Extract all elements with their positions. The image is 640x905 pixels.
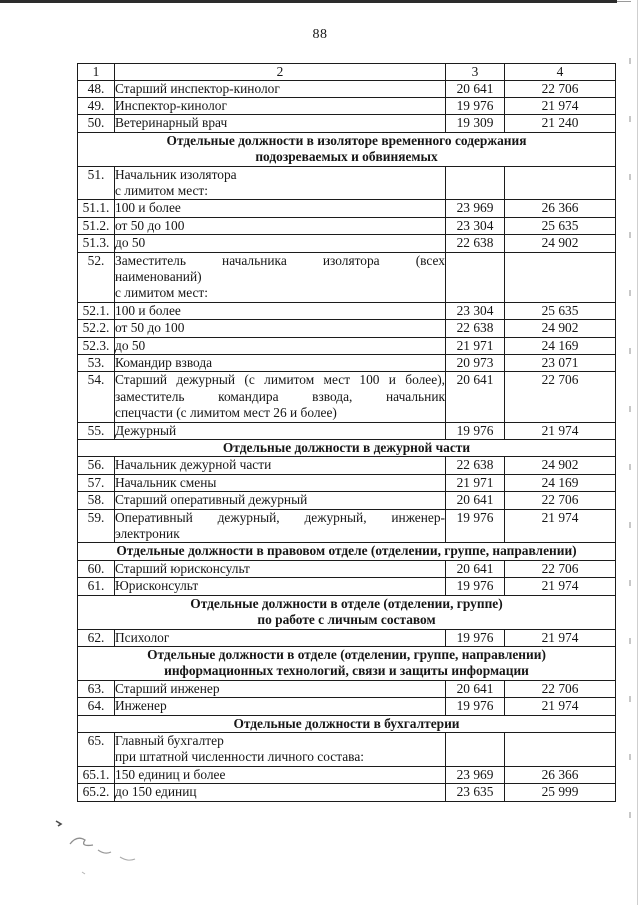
salary-col3-cell: 20 641: [446, 80, 505, 97]
position-name-cell: [115, 509, 446, 543]
row-number-cell: 51.3.: [78, 235, 115, 252]
section-header-cell: [78, 646, 616, 680]
position-name-line: 150 единиц и более: [115, 766, 226, 782]
table-row: [78, 302, 616, 319]
table-row: [78, 372, 616, 422]
salary-col3-cell: 19 976: [446, 629, 505, 646]
position-name-cell: [115, 252, 446, 302]
table-row: [78, 200, 616, 217]
scan-artifact-top-line: [0, 0, 617, 3]
position-name-cell: [115, 217, 446, 234]
row-number-cell: 54.: [78, 372, 115, 422]
salary-col3-cell: 22 638: [446, 320, 505, 337]
position-name-line: спецчасти (с лимитом мест 26 и более): [115, 405, 337, 421]
salary-col4-cell: 24 902: [505, 457, 616, 474]
salary-col3-cell: 21 971: [446, 474, 505, 491]
position-name-cell: [115, 320, 446, 337]
table-row: [78, 560, 616, 577]
position-name-line: до 50: [115, 337, 146, 353]
row-number-cell: 52.1.: [78, 302, 115, 319]
table-row: [78, 115, 616, 132]
position-name-cell: [115, 80, 446, 97]
salary-col3-cell: 23 635: [446, 784, 505, 801]
row-number-cell: 62.: [78, 629, 115, 646]
position-name-cell: [115, 355, 446, 372]
section-header-cell: [78, 543, 616, 560]
salary-col3-cell: 23 304: [446, 302, 505, 319]
salary-col3-cell: 21 971: [446, 337, 505, 354]
position-name-line: при штатной численности личного состава:: [115, 749, 364, 765]
table-row: [78, 235, 616, 252]
table-row: [78, 509, 616, 543]
position-name-line: Психолог: [115, 629, 170, 645]
table-row: [78, 766, 616, 783]
salary-col4-cell: [505, 252, 616, 302]
section-row: [78, 440, 616, 457]
column-header: 4: [505, 64, 616, 81]
salary-col3-cell: 19 976: [446, 97, 505, 114]
position-name-cell: [115, 97, 446, 114]
salary-col4-cell: 22 706: [505, 80, 616, 97]
position-name-line: Заместитель начальника изолятора (всех: [115, 252, 445, 268]
salary-col3-cell: 20 641: [446, 680, 505, 697]
row-number-cell: 65.1.: [78, 766, 115, 783]
salary-col3-cell: 20 641: [446, 492, 505, 509]
column-header: 2: [115, 64, 446, 81]
position-name-line: Начальник дежурной части: [115, 457, 272, 473]
scan-artifact-right-dots: [629, 58, 631, 833]
salary-col4-cell: 21 974: [505, 422, 616, 439]
position-name-line: Оперативный дежурный, дежурный, инженер-: [115, 509, 445, 525]
position-name-cell: [115, 578, 446, 595]
table-row: [78, 629, 616, 646]
salary-col4-cell: 24 169: [505, 474, 616, 491]
position-name-cell: [115, 680, 446, 697]
position-name-cell: [115, 784, 446, 801]
section-header-cell: [78, 132, 616, 166]
position-name-cell: [115, 422, 446, 439]
position-name-line: от 50 до 100: [115, 320, 185, 336]
position-name-line: Инженер: [115, 698, 167, 714]
salary-col3-cell: 19 976: [446, 698, 505, 715]
position-name-line: наименований): [115, 268, 202, 284]
row-number-cell: 51.2.: [78, 217, 115, 234]
salary-col4-cell: [505, 166, 616, 200]
row-number-cell: 65.: [78, 732, 115, 766]
position-name-cell: [115, 302, 446, 319]
scan-artifact-top-tail: [617, 1, 631, 2]
salary-col4-cell: [505, 732, 616, 766]
section-header-line: по работе с личным составом: [257, 612, 436, 628]
position-name-cell: [115, 560, 446, 577]
salary-col3-cell: 20 973: [446, 355, 505, 372]
position-name-line: с лимитом мест:: [115, 182, 208, 198]
section-header-line: Отдельные должности в бухгалтерии: [233, 715, 460, 731]
position-name-line: Инспектор-кинолог: [115, 97, 227, 113]
section-header-line: Отдельные должности в дежурной части: [222, 440, 471, 456]
row-number-cell: 52.2.: [78, 320, 115, 337]
table-row: [78, 422, 616, 439]
position-name-line: с лимитом мест:: [115, 285, 208, 301]
position-name-line: от 50 до 100: [115, 217, 185, 233]
positions-salary-table: [77, 63, 616, 802]
salary-col4-cell: 24 902: [505, 320, 616, 337]
salary-col4-cell: 21 974: [505, 97, 616, 114]
row-number-cell: 51.1.: [78, 200, 115, 217]
salary-col4-cell: 25 999: [505, 784, 616, 801]
position-name-line: Старший дежурный (с лимитом мест 100 и более),: [115, 372, 445, 388]
salary-col4-cell: 25 635: [505, 217, 616, 234]
salary-col3-cell: [446, 166, 505, 200]
section-header-cell: [78, 595, 616, 629]
position-name-cell: [115, 372, 446, 422]
salary-col3-cell: 19 976: [446, 422, 505, 439]
salary-col4-cell: 25 635: [505, 302, 616, 319]
salary-col4-cell: 21 974: [505, 629, 616, 646]
salary-col4-cell: 22 706: [505, 560, 616, 577]
position-name-line: 100 и более: [115, 200, 181, 216]
position-name-line: Начальник смены: [115, 474, 217, 490]
position-name-line: до 150 единиц: [115, 784, 197, 800]
pencil-scribbles: [20, 810, 210, 900]
salary-col3-cell: 20 641: [446, 372, 505, 422]
row-number-cell: 56.: [78, 457, 115, 474]
column-header: 1: [78, 64, 115, 81]
salary-col4-cell: 24 902: [505, 235, 616, 252]
position-name-cell: [115, 457, 446, 474]
row-number-cell: 52.3.: [78, 337, 115, 354]
row-number-cell: 51.: [78, 166, 115, 200]
position-name-line: электроник: [115, 526, 180, 542]
position-name-cell: [115, 474, 446, 491]
row-number-cell: 59.: [78, 509, 115, 543]
table-row: [78, 355, 616, 372]
position-name-line: Начальник изолятора: [115, 166, 237, 182]
salary-col4-cell: 26 366: [505, 200, 616, 217]
salary-col3-cell: 22 638: [446, 457, 505, 474]
table-row: [78, 252, 616, 302]
scan-artifact-right-edge: [637, 0, 638, 905]
section-header-cell: [78, 715, 616, 732]
salary-col3-cell: 19 976: [446, 509, 505, 543]
page-number: 88: [312, 27, 328, 42]
position-name-line: Главный бухгалтер: [115, 732, 224, 748]
position-name-line: до 50: [115, 235, 146, 251]
table-row: [78, 457, 616, 474]
table-row: [78, 80, 616, 97]
table-body: [78, 64, 616, 802]
table-row: [78, 680, 616, 697]
salary-col3-cell: 22 638: [446, 235, 505, 252]
table-header-row: [78, 64, 616, 81]
position-name-line: заместитель командира взвода, начальник: [115, 388, 445, 404]
column-header: 3: [446, 64, 505, 81]
position-name-line: Командир взвода: [115, 355, 213, 370]
salary-col3-cell: 19 976: [446, 578, 505, 595]
salary-col4-cell: 21 240: [505, 115, 616, 132]
section-header-line: Отдельные должности в отделе (отделении, группе, направлении): [147, 646, 546, 662]
row-number-cell: 61.: [78, 578, 115, 595]
row-number-cell: 53.: [78, 355, 115, 372]
salary-col4-cell: 21 974: [505, 509, 616, 543]
row-number-cell: 58.: [78, 492, 115, 509]
section-row: [78, 543, 616, 560]
position-name-line: 100 и более: [115, 302, 181, 318]
section-row: [78, 132, 616, 166]
section-header-line: Отдельные должности в правовом отделе (отделении, группе, направлении): [116, 543, 577, 559]
salary-col4-cell: 22 706: [505, 372, 616, 422]
position-name-cell: [115, 492, 446, 509]
salary-col4-cell: 21 974: [505, 578, 616, 595]
table-row: [78, 698, 616, 715]
section-row: [78, 646, 616, 680]
table-row: [78, 337, 616, 354]
position-name-line: Старший инженер: [115, 680, 220, 696]
table-row: [78, 784, 616, 801]
position-name-cell: [115, 766, 446, 783]
salary-col3-cell: 23 304: [446, 217, 505, 234]
position-name-cell: [115, 732, 446, 766]
table-row: [78, 578, 616, 595]
position-name-line: Юрисконсульт: [115, 578, 199, 594]
table-row: [78, 97, 616, 114]
position-name-line: Дежурный: [115, 422, 177, 438]
row-number-cell: 63.: [78, 680, 115, 697]
salary-col3-cell: 23 969: [446, 766, 505, 783]
salary-col4-cell: 23 071: [505, 355, 616, 372]
table-row: [78, 732, 616, 766]
section-row: [78, 715, 616, 732]
position-name-line: Старший оперативный дежурный: [115, 492, 308, 508]
section-row: [78, 595, 616, 629]
position-name-cell: [115, 337, 446, 354]
position-name-cell: [115, 235, 446, 252]
salary-col4-cell: 26 366: [505, 766, 616, 783]
salary-col4-cell: 24 169: [505, 337, 616, 354]
position-name-cell: [115, 166, 446, 200]
row-number-cell: 64.: [78, 698, 115, 715]
position-name-cell: [115, 115, 446, 132]
section-header-line: подозреваемых и обвиняемых: [255, 149, 438, 165]
table-row: [78, 166, 616, 200]
table-row: [78, 474, 616, 491]
section-header-line: информационных технологий, связи и защиты информации: [164, 663, 529, 679]
section-header-line: Отдельные должности в отделе (отделении, группе): [190, 595, 503, 611]
position-name-line: Старший юрисконсульт: [115, 560, 250, 576]
row-number-cell: 52.: [78, 252, 115, 302]
salary-col4-cell: 21 974: [505, 698, 616, 715]
salary-col3-cell: [446, 732, 505, 766]
salary-col4-cell: 22 706: [505, 680, 616, 697]
position-name-cell: [115, 698, 446, 715]
row-number-cell: 49.: [78, 97, 115, 114]
position-name-line: Ветеринарный врач: [115, 115, 228, 131]
position-name-cell: [115, 629, 446, 646]
row-number-cell: 65.2.: [78, 784, 115, 801]
position-name-line: Старший инспектор-кинолог: [115, 80, 280, 96]
row-number-cell: 55.: [78, 422, 115, 439]
table-row: [78, 492, 616, 509]
salary-col3-cell: 19 309: [446, 115, 505, 132]
section-header-line: Отдельные должности в изоляторе временного содержания: [166, 132, 527, 148]
row-number-cell: 57.: [78, 474, 115, 491]
position-name-cell: [115, 200, 446, 217]
section-header-cell: [78, 440, 616, 457]
row-number-cell: 60.: [78, 560, 115, 577]
row-number-cell: 50.: [78, 115, 115, 132]
salary-col3-cell: 20 641: [446, 560, 505, 577]
salary-col3-cell: [446, 252, 505, 302]
row-number-cell: 48.: [78, 80, 115, 97]
table-row: [78, 217, 616, 234]
salary-col3-cell: 23 969: [446, 200, 505, 217]
salary-col4-cell: 22 706: [505, 492, 616, 509]
table-row: [78, 320, 616, 337]
